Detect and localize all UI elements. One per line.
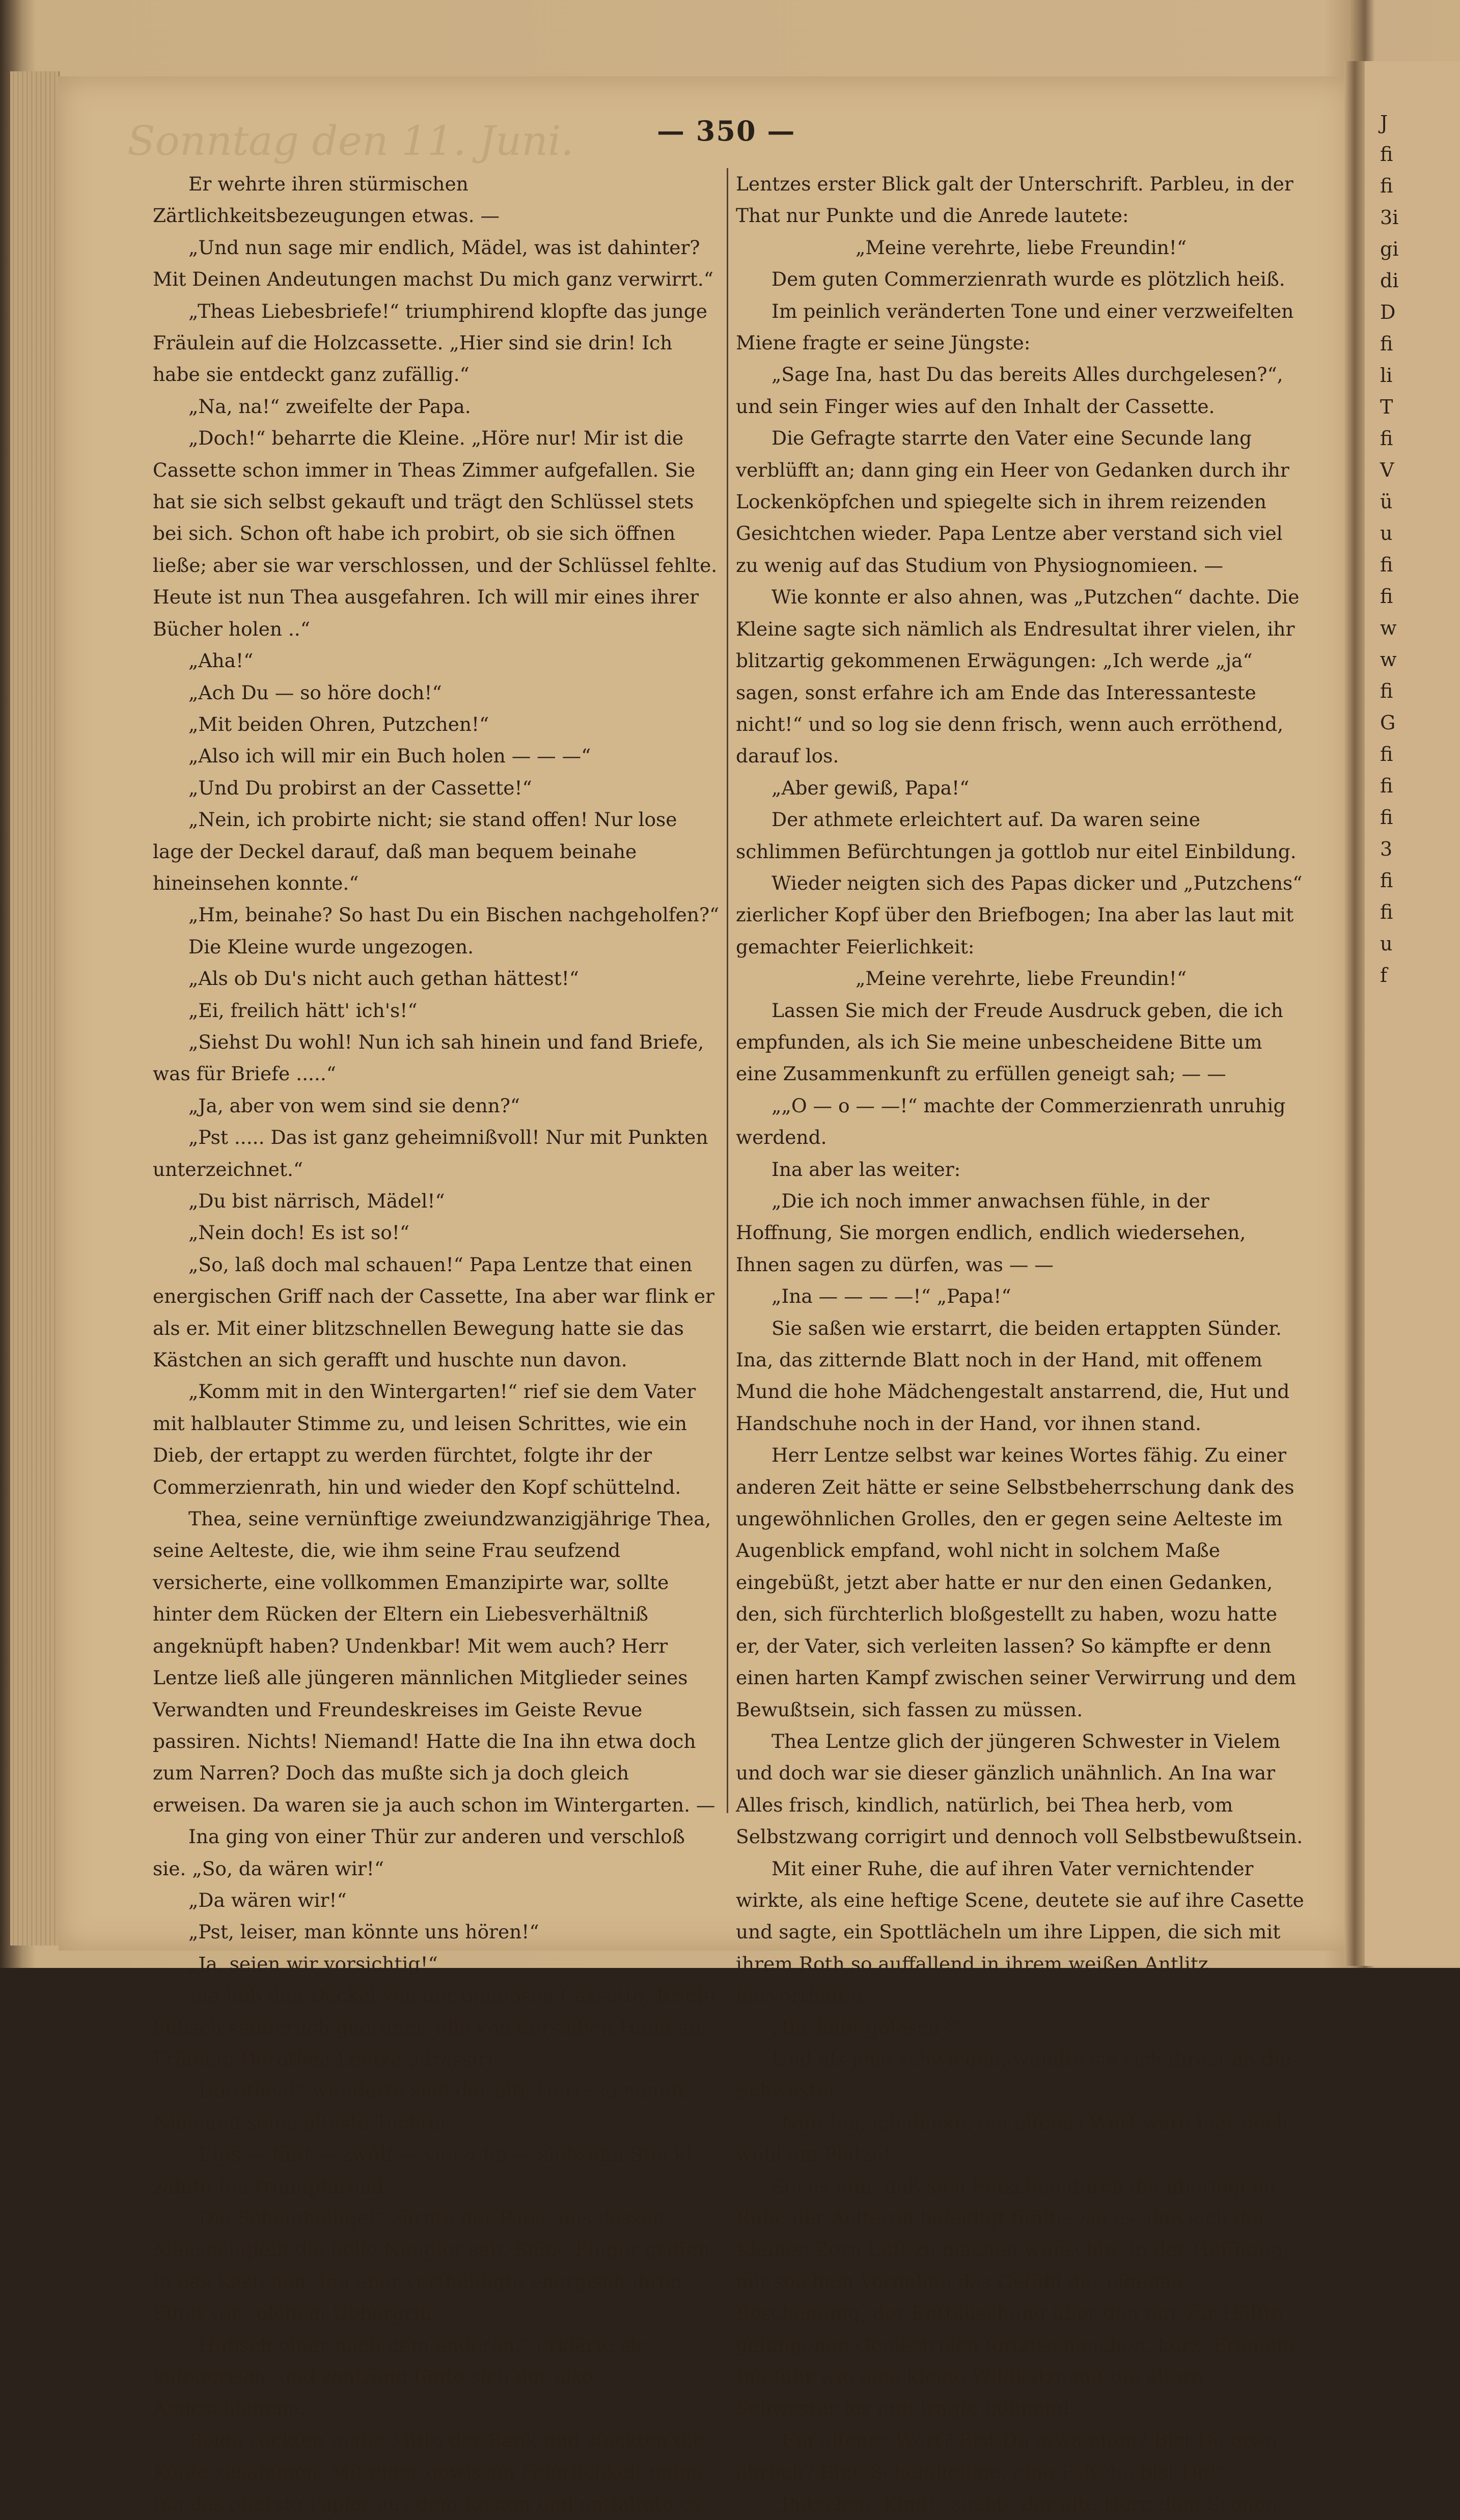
adjacent-page-fragment: fi	[1380, 775, 1393, 797]
paragraph: Die Gefragte starrte den Vater eine Secunde lang verblüfft an; dann ging ein Heer von Gedanken durch ihr Lockenköpfchen und spiegelte sich in ihrem reizenden Gesichtchen wieder. Papa Lentze aber verstand sich viel zu wenig auf das Studium von Physiognomieen. —	[736, 427, 1289, 577]
adjacent-page-fragment: fi	[1380, 901, 1393, 923]
adjacent-page-fragment: G	[1380, 711, 1396, 734]
paragraph: „Meine verehrte, liebe Freundin!“	[855, 967, 1187, 990]
adjacent-page-fragment: fi	[1380, 143, 1393, 166]
paragraph: „„O — o — —!“ machte der Commerzienrath unruhig werdend.	[736, 1094, 1286, 1149]
paragraph: „Meine verehrte, liebe Freundin!“	[855, 236, 1187, 259]
paragraph: Dem guten Commerzienrath wurde es plötzlich heiß.	[772, 268, 1285, 291]
adjacent-page-fragment: ü	[1380, 490, 1393, 513]
adjacent-page-fragment: fi	[1380, 427, 1393, 450]
paragraph: „Ina — — — —!“ „Papa!“	[772, 1285, 1011, 1308]
adjacent-page-fragment: fi	[1380, 333, 1393, 355]
paragraph: „Ach Du — so höre doch!“	[188, 681, 442, 704]
paragraph: „Die Scheinheilige!“ zürnte der Papa, aus dessen Mäuseäuglein die helle Neugier sah. Seine Finger griffen in das Kästchen, Ina aber vertheidigte energisch ihren Fund vor solchem Uebergriff.	[153, 2207, 710, 2325]
paragraph: Thea, seine vernünftige zweiundzwanzigjährige Thea, seine Aelteste, die, wie ihm seine Frau seufzend versicherte, eine vollkommen Emanzipirte war, sollte hinter dem Rücken der Eltern ein Liebesverhältniß angeknüpft haben? Undenkbar! Mit wem auch? Herr Lentze ließ alle jüngeren männlichen Mitglieder seines Verwandten und Freundeskreises im Geiste Revue passiren. Nichts! Niemand! Hatte die Ina ihn etwa doch zum Narren? Doch das mußte sich ja doch gleich erweisen. Da waren sie ja auch schon im Wintergarten. —	[153, 1508, 715, 1816]
adjacent-page-fragment: f	[1380, 964, 1388, 987]
adjacent-page-fragment: T	[1380, 396, 1393, 418]
paragraph: „Die ich noch immer anwachsen fühle, in der Hoffnung, Sie morgen endlich, endlich wiedersehen, Ihnen sagen zu dürfen, was — —	[736, 1190, 1246, 1276]
paragraph: Ina hob den Deckel von der ominösen Cassette. Briefe, hübsch säuberlich geordnet, alle von derselben Hand an Fräulein Dorothea Lentze adressirt.	[153, 1984, 722, 2070]
show-through-header: Sonntag den 11. Juni.	[127, 117, 574, 165]
adjacent-page-fragment: D	[1380, 301, 1396, 323]
adjacent-page-fragment: u	[1380, 522, 1393, 544]
adjacent-page-fragment: V	[1380, 459, 1394, 481]
paragraph: „Also ich will mir ein Buch holen — — —“	[188, 745, 591, 768]
adjacent-page-fragment: 3i	[1380, 206, 1399, 229]
paragraph: „Nein doch! Es ist so!“	[188, 1221, 410, 1244]
paragraph: Er wehrte ihren stürmischen Zärtlichkeitsbezeugungen etwas. —	[153, 173, 500, 227]
paragraph: Lassen Sie mich der Freude Ausdruck geben, die ich empfunden, als ich Sie meine unbescheidene Bitte um eine Zusammenkunft zu erfüllen geneigt sah; — —	[736, 999, 1283, 1085]
adjacent-page-fragment: w	[1380, 648, 1397, 671]
paragraph: „Aber gewiß, Papa!“	[772, 776, 970, 799]
paragraph: „So, laß doch mal schauen!“ Papa Lentze that einen energischen Griff nach der Cassette, Ina aber war flink er als er. Mit einer blitzschnellen Bewegung hatte sie das Kästchen an sich gerafft und huschte nun davon.	[153, 1253, 714, 1372]
adjacent-page-fragment: fi	[1380, 585, 1393, 608]
paragraph: Sie saßen wie erstarrt, die beiden ertappten Sünder. Ina, das zitternde Blatt noch in der Hand, mit offenem Mund die hohe Mädchengestalt anstarrend, die, Hut und Handschuhe noch in der Hand, vor ihnen stand.	[736, 1317, 1290, 1435]
paragraph: „Theas Liebesbriefe!“ triumphirend klopfte das junge Fräulein auf die Holzcassette. „Hier sind sie drin! Ich habe sie entdeckt ganz zufällig.“	[153, 299, 707, 386]
paragraph: Thea Lentze glich der jüngeren Schwester in Vielem und doch war sie dieser gänzlich unähnlich. An Ina war Alles frisch, kindlich, natürlich, bei Thea herb, vom Selbstzwang corrigirt und dennoch voll Selbstbewußtsein.	[736, 1730, 1303, 1848]
paragraph: „Komm mit in den Wintergarten!“ rief sie dem Vater mit halblauter Stimme zu, und leisen Schrittes, wie ein Dieb, der ertappt zu werden fürchtet, folgte ihr der Commerzienrath, hin und wieder den Kopf schüttelnd.	[153, 1380, 696, 1498]
paragraph: „Und nun sage mir endlich, Mädel, was ist dahinter? Mit Deinen Andeutungen machst Du mich ganz verwirrt.“	[153, 236, 713, 291]
paragraph: „Nein, ich probirte nicht; sie stand offen! Nur lose lage der Deckel darauf, daß man bequem beinahe hineinsehen konnte.“	[153, 808, 677, 894]
paragraph: Lentzes erster Blick galt der Unterschrift. Parbleu, in der That nur Punkte und die Anrede lautete:	[736, 173, 1293, 227]
book-gutter	[1344, 61, 1365, 1966]
paragraph: „Aha!“	[188, 649, 254, 672]
adjacent-page-fragment: fi	[1380, 554, 1393, 576]
adjacent-page-fragment: li	[1380, 364, 1393, 387]
paragraph: „Hübsch einer nach dem anderen,“ erklärte sie kategorisch, und seufzend fügte sich der also Abgeschlagene.	[153, 2334, 648, 2420]
paragraph: „Und Du probirst an der Cassette!“	[188, 776, 532, 799]
paragraph: „Nun Ina, ich denke, ein offenes Wort wäre hier doch wohl am Platze!“	[736, 2111, 1288, 2166]
text-column-right	[736, 168, 1306, 2520]
paragraph: Mit einer Ruhe, die auf ihren Vater vernichtender wirkte, als eine heftige Scene, deutete sie auf ihre Casette und sagte, ein Spottlächeln um ihre Lippen, die sich mit ihrem Roth so auffallend in ihrem weißen Antlitz hervorthaten:	[736, 1857, 1304, 2007]
page-number: — 350 —	[657, 115, 796, 147]
paragraph: „Doch!“ beharrte die Kleine. „Höre nur! Mir ist die Cassette schon immer in Theas Zimmer aufgefallen. Sie hat sie sich selbst gekauft und trägt den Schlüssel stets bei sich. Schon oft habe ich probirt, ob sie sich öffnen ließe; aber sie war verschlossen, und der Schlüssel fehlte. Heute ist nun Thea ausgefahren. Ich will mir eines ihrer Bücher holen ..“	[153, 427, 718, 640]
adjacent-page-fragment: fi	[1380, 743, 1393, 765]
column-divider	[727, 168, 728, 1813]
paragraph: „Pst ..... Das ist ganz geheimnißvoll! Nur mit Punkten unterzeichnet.“	[153, 1126, 708, 1181]
paragraph: „Ein offenes Wort? Bist Du etwa offen? Bist Du etwa ehrlich? Eine Scheinheilige, eine Falsche bist Du!“	[736, 2429, 1278, 2484]
adjacent-page-fragment: fi	[1380, 175, 1393, 197]
adjacent-page-fragment: 3	[1380, 838, 1393, 860]
paragraph: „Putzchen, Kind!“ suchte der alte Herr, dem Scenen	[772, 2492, 1278, 2515]
paragraph: Die Kleine wurde ungezogen.	[188, 935, 474, 958]
paragraph: „Dorothea!“ wunderte sich der alte Herr; so nannte Niemand seine älteste Tochter.	[153, 2079, 691, 2134]
adjacent-page-fragment: fi	[1380, 869, 1393, 892]
paragraph: „Na, na!“ zweifelte der Papa.	[188, 395, 471, 418]
paragraph: Sei es nun, daß sich Putzchen durch die überlegene Ruhe der Aelteren beleidigt fühlte, sei es, daß sich der Kleinen Zorn Luft zu machen wünschte, in der Hoffnung, mit solchem Vorgehen das Gefühl der eigenen Beschämung, der Enttäuschung über den nur zur Hälfte gelungenen Geniestreich fortzuscheuchen, kurz, Fräulein Ina fuhr wie eine kleine Wildkatze auf die ältere Schwester los und fragte höhnend:	[736, 2175, 1295, 2420]
paragraph: Im peinlich veränderten Tone und einer verzweifelten Miene fragte er seine Jüngste:	[736, 299, 1294, 354]
adjacent-page-fragment: gi	[1380, 238, 1399, 260]
paragraph: Ina ging von einer Thür zur anderen und verschloß sie. „So, da wären wir!“	[153, 1825, 685, 1880]
paragraph: „Hm, beinahe? So hast Du ein Bischen nachgeholfen?“	[188, 903, 720, 926]
page-stack-edge	[10, 71, 60, 1946]
adjacent-page-fragment: di	[1380, 269, 1399, 292]
paragraph: Beide rückten in die Mitte der Bank und steckten die Köpfe zusammen. Mit einer gewissen Feierlichkeit nahm Ina das oberste Papier aus dem Kasten und entfaltete es.	[153, 2429, 707, 2515]
paragraph: „Ei, freilich hätt' ich's!“	[188, 999, 418, 1022]
paragraph: „Pst, leiser, man könnte uns hören!“	[188, 1921, 539, 1943]
paragraph: „Du bist närrisch, Mädel!“	[188, 1190, 445, 1212]
adjacent-page-fragment: w	[1380, 617, 1397, 639]
text-column-left	[153, 168, 723, 2520]
paragraph: Und als jene schwiegen, wandte sie sich direct an die Schwester.	[736, 2047, 1291, 2102]
paragraph: Herr Lentze selbst war keines Wortes fähig. Zu einer anderen Zeit hätte er seine Selbstbeherrschung dank des ungewöhnlichen Grolles, den er gegen seine Aelteste im Augenblick empfand, wohl nicht in solchem Maße eingebüßt, jetzt aber hatte er nur den einen Gedanken, den, sich fürchterlich bloßgestellt zu haben, wozu hatte er, der Vater, sich verleiten lassen? So kämpfte er denn einen harten Kampf zwischen seiner Verwirrung und dem Bewußtsein, sich fassen zu müssen.	[736, 1444, 1297, 1721]
adjacent-page-fragment: fi	[1380, 680, 1393, 702]
paragraph: Ina aber las weiter:	[772, 1158, 961, 1181]
paragraph: „Mit beiden Ohren, Putzchen!“	[188, 713, 489, 735]
adjacent-page-fragment: u	[1380, 933, 1393, 955]
paragraph: „Ja, aber von wem sind sie denn?“	[188, 1094, 520, 1117]
adjacent-page-fragment: J	[1380, 112, 1388, 134]
adjacent-page-edge	[1365, 61, 1460, 1966]
paragraph: „Ja, seien wir vorsichtig!“	[188, 1952, 438, 1975]
paragraph: „Da wären wir!“	[188, 1888, 347, 1911]
paragraph: „Als ob Du's nicht auch gethan hättest!“	[188, 967, 579, 990]
adjacent-page-fragment: fi	[1380, 806, 1393, 829]
paragraph: Der athmete erleichtert auf. Da waren seine schlimmen Befürchtungen ja gottlob nur eitel Einbildung.	[736, 808, 1297, 863]
paragraph: „Ihr habt gelesen?“	[772, 2016, 960, 2039]
paragraph: „Eins — fünf — zwölf — vierzehn — siebzehn Stück!“ zählte Ina triumphirend.	[153, 2143, 703, 2198]
paragraph: Wie konnte er also ahnen, was „Putzchen“ dachte. Die Kleine sagte sich nämlich als Endresultat ihrer vielen, ihr blitzartig gekommenen Erwägungen: „Ich werde „ja“ sagen, sonst erfahre ich am Ende das Interessanteste nicht!“ und so log sie denn frisch, wenn auch erröthend, darauf los.	[736, 586, 1300, 768]
paragraph: „Siehst Du wohl! Nun ich sah hinein und fand Briefe, was für Briefe .....“	[153, 1030, 704, 1085]
paragraph: Wieder neigten sich des Papas dicker und „Putzchens“ zierlicher Kopf über den Briefbogen; Ina aber las laut mit gemachter Feierlichkeit:	[736, 871, 1303, 958]
paragraph: „Sage Ina, hast Du das bereits Alles durchgelesen?“, und sein Finger wies auf den Inhalt der Cassette.	[736, 363, 1283, 418]
